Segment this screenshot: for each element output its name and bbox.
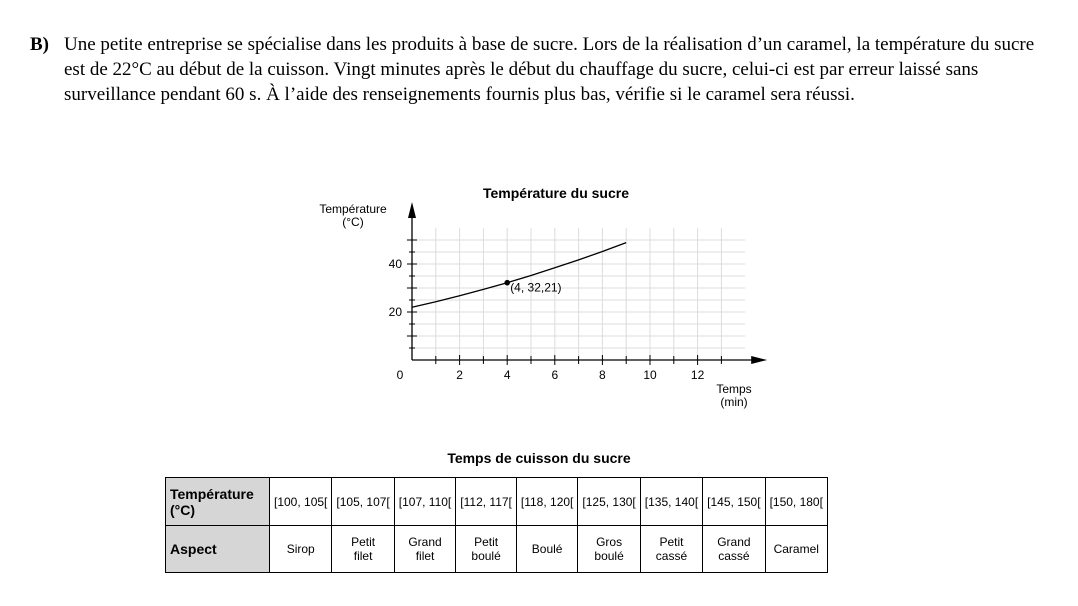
x-axis-label-line2: (min) bbox=[720, 395, 748, 409]
x-axis-arrow bbox=[751, 356, 767, 364]
cooking-table bbox=[165, 477, 828, 573]
chart-grid bbox=[412, 228, 745, 360]
data-point-label: (4, 32,21) bbox=[510, 280, 562, 295]
aspect-cell: Boulé bbox=[516, 526, 578, 573]
aspect-cell: Caramel bbox=[765, 526, 827, 573]
temperature-range-cell: [135, 140[ bbox=[640, 478, 702, 526]
temperature-range-cell: [150, 180[ bbox=[765, 478, 827, 526]
temperature-range-cell: [105, 107[ bbox=[332, 478, 394, 526]
temperature-range-cell: [112, 117[ bbox=[456, 478, 517, 526]
temperature-range-cell: [118, 120[ bbox=[516, 478, 578, 526]
temperature-row bbox=[166, 478, 828, 526]
temperature-range-cell: [125, 130[ bbox=[578, 478, 640, 526]
aspect-header: Aspect bbox=[166, 526, 270, 573]
x-axis-label-line1: Temps bbox=[716, 382, 752, 396]
aspect-cell: Petit filet bbox=[332, 526, 394, 573]
chart-axes bbox=[408, 202, 767, 364]
aspect-row bbox=[166, 526, 828, 573]
aspect-cell: Petit boulé bbox=[456, 526, 517, 573]
x-tick-label: 10 bbox=[643, 368, 657, 382]
x-tick-label: 6 bbox=[551, 368, 559, 382]
problem-text: Une petite entreprise se spécialise dans les produits à base de sucre. Lors de la réalisation d’un caramel, la température du sucre est de 22°C au début de la cuisson. Vingt minutes après le début du chauffage du sucre, celui-ci est par erreur laissé sans surveillance pendant 60 s. À l’aide des renseignements fournis plus bas, vérifie si le caramel sera réussi. bbox=[64, 34, 1035, 105]
temperature-range-cell: [145, 150[ bbox=[703, 478, 765, 526]
data-point bbox=[504, 280, 510, 286]
chart-title: Température du sucre bbox=[482, 185, 630, 201]
aspect-cell: Gros boulé bbox=[578, 526, 640, 573]
temperature-range-cell: [107, 110[ bbox=[394, 478, 456, 526]
y-axis-label-line2: (°C) bbox=[342, 215, 364, 229]
problem-label: B) bbox=[30, 34, 49, 55]
aspect-cell: Sirop bbox=[270, 526, 332, 573]
x-tick-label: 12 bbox=[690, 368, 705, 382]
x-tick-label: 2 bbox=[456, 368, 463, 382]
x-tick-label: 8 bbox=[599, 368, 606, 382]
table-title: Temps de cuisson du sucre bbox=[447, 450, 631, 466]
aspect-cell: Petit cassé bbox=[640, 526, 702, 573]
y-axis-arrow bbox=[408, 202, 416, 218]
y-axis-label-line1: Température bbox=[319, 202, 387, 216]
temperature-header: Température (°C) bbox=[166, 478, 270, 526]
aspect-cell: Grand cassé bbox=[703, 526, 765, 573]
aspect-cell: Grand filet bbox=[394, 526, 456, 573]
x-tick-label: 4 bbox=[503, 368, 511, 382]
y-tick-label: 40 bbox=[388, 257, 402, 271]
x-tick-label: 0 bbox=[396, 368, 404, 382]
temperature-range-cell: [100, 105[ bbox=[270, 478, 332, 526]
y-tick-label: 20 bbox=[388, 305, 402, 319]
